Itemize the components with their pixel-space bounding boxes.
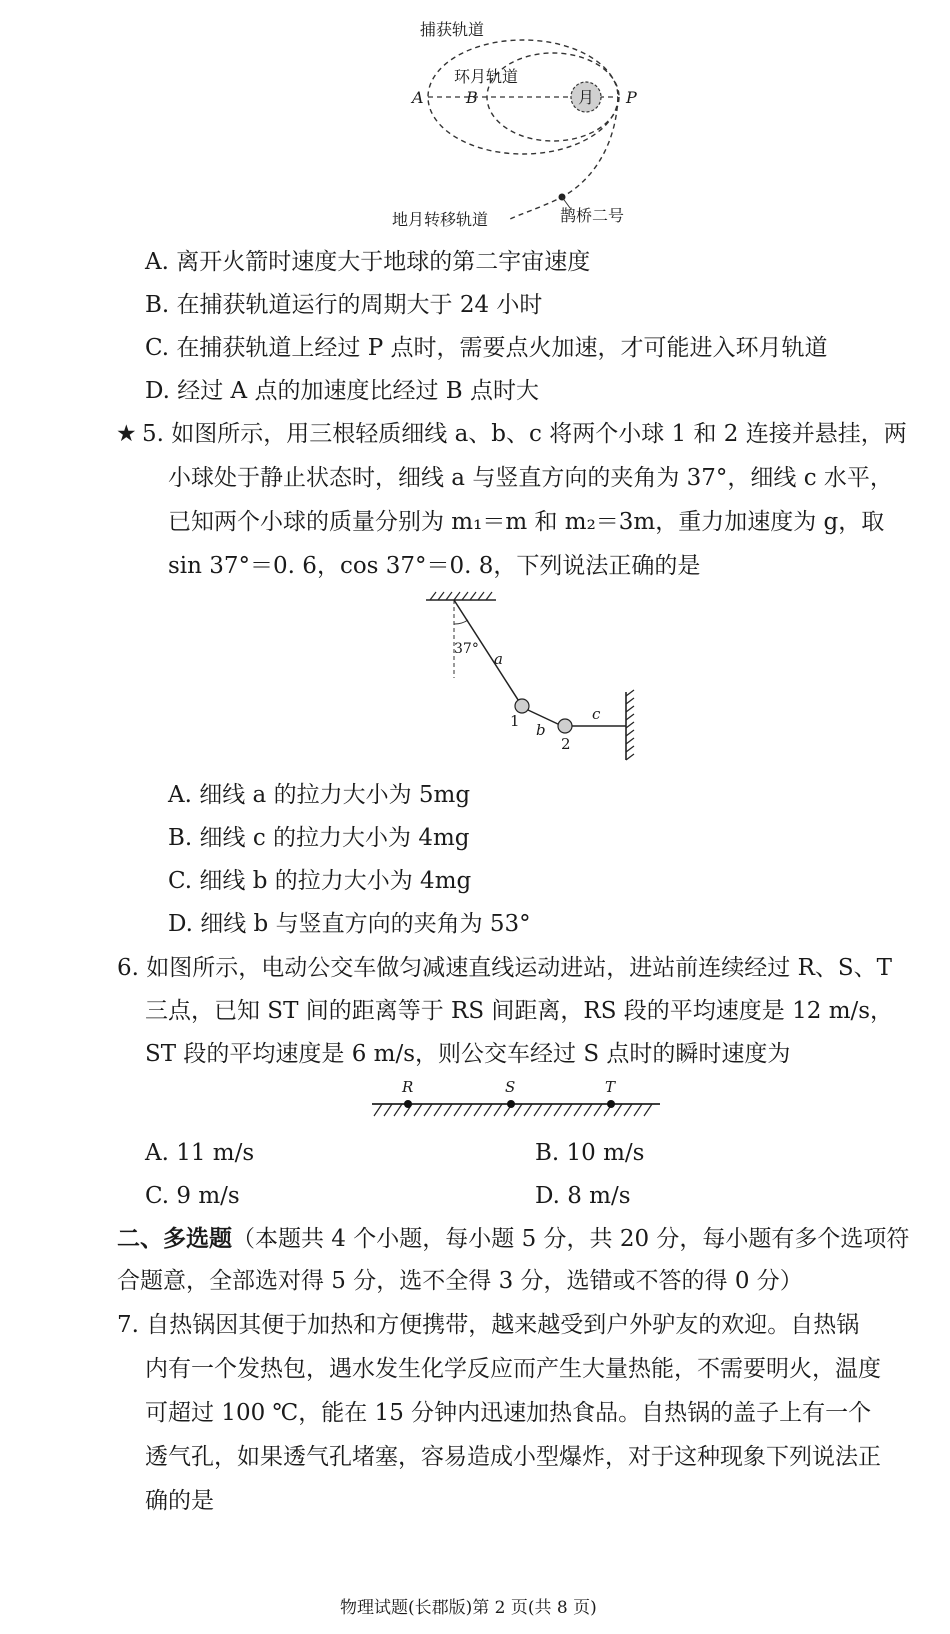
transfer-orbit-label: 地月转移轨道 bbox=[392, 210, 489, 229]
string-b-label: b bbox=[536, 721, 546, 739]
ball-2-label: 2 bbox=[561, 735, 571, 753]
q7-line-2: 内有一个发热包，遇水发生化学反应而产生大量热能，不需要明火，温度 bbox=[145, 1356, 881, 1382]
q4-option-d: D. 经过 A 点的加速度比经过 B 点时大 bbox=[145, 378, 539, 404]
page-footer: 物理试题(长郡版)第 2 页(共 8 页) bbox=[340, 1598, 597, 1618]
pendulum-diagram bbox=[418, 588, 648, 763]
string-a-label: a bbox=[494, 650, 503, 668]
q5-line-4: sin 37°＝0. 6，cos 37°＝0. 8，下列说法正确的是 bbox=[168, 553, 701, 579]
q5-line-2: 小球处于静止状态时，细线 a 与竖直方向的夹角为 37°，细线 c 水平， bbox=[168, 465, 893, 491]
string-c-label: c bbox=[592, 705, 601, 723]
q5-option-a: A. 细线 a 的拉力大小为 5mg bbox=[168, 782, 471, 808]
point-b-label: B bbox=[466, 88, 478, 107]
q5-line-3: 已知两个小球的质量分别为 m₁＝m 和 m₂＝3m，重力加速度为 g，取 bbox=[168, 509, 885, 535]
q7-line-4: 透气孔，如果透气孔堵塞，容易造成小型爆炸，对于这种现象下列说法正 bbox=[145, 1444, 881, 1470]
point-s bbox=[507, 1100, 515, 1108]
q5-star: ★ bbox=[116, 421, 137, 447]
ball-1-label: 1 bbox=[510, 712, 520, 730]
angle-arc bbox=[454, 620, 468, 624]
ball-2 bbox=[558, 719, 572, 733]
point-p-label: P bbox=[626, 88, 637, 107]
q7-line-3: 可超过 100 ℃，能在 15 分钟内迅速加热食品。自热锅的盖子上有一个 bbox=[145, 1400, 872, 1426]
road-diagram bbox=[368, 1076, 668, 1126]
q7-line-1: 7. 自热锅因其便于加热和方便携带，越来越受到户外驴友的欢迎。自热锅 bbox=[117, 1312, 860, 1338]
point-r-label: R bbox=[402, 1078, 414, 1096]
section2-heading: 二、多选题 bbox=[117, 1225, 232, 1252]
q4-option-c: C. 在捕获轨道上经过 P 点时，需要点火加速，才可能进入环月轨道 bbox=[145, 335, 828, 361]
q4-option-a: A. 离开火箭时速度大于地球的第二宇宙速度 bbox=[145, 249, 591, 275]
capture-orbit-label: 捕获轨道 bbox=[420, 20, 485, 39]
transfer-orbit bbox=[508, 97, 618, 220]
section2-line-1 bbox=[117, 1224, 909, 1254]
point-t bbox=[607, 1100, 615, 1108]
q6-option-b: B. 10 m/s bbox=[535, 1140, 645, 1166]
point-s-label: S bbox=[505, 1078, 516, 1096]
q4-option-b: B. 在捕获轨道运行的周期大于 24 小时 bbox=[145, 292, 543, 318]
q6-option-a: A. 11 m/s bbox=[145, 1140, 255, 1166]
q6-line-2: 三点，已知 ST 间的距离等于 RS 间距离，RS 段的平均速度是 12 m/s， bbox=[145, 998, 894, 1024]
q7-line-5: 确的是 bbox=[145, 1488, 214, 1514]
orbit-diagram bbox=[390, 8, 660, 238]
satellite-label: 鹊桥二号 bbox=[560, 206, 625, 225]
angle-label: 37° bbox=[454, 641, 479, 657]
point-t-label: T bbox=[605, 1078, 616, 1096]
ball-1 bbox=[515, 699, 529, 713]
q5-option-b: B. 细线 c 的拉力大小为 4mg bbox=[168, 825, 470, 851]
q6-option-c: C. 9 m/s bbox=[145, 1183, 240, 1209]
q5-line-1: 5. 如图所示，用三根轻质细线 a、b、c 将两个小球 1 和 2 连接并悬挂，两 bbox=[142, 421, 907, 447]
ceiling-hatch bbox=[430, 592, 492, 600]
section2-line-2: 合题意，全部选对得 5 分，选不全得 3 分，选错或不答的得 0 分） bbox=[117, 1268, 803, 1294]
q6-line-3: ST 段的平均速度是 6 m/s，则公交车经过 S 点时的瞬时速度为 bbox=[145, 1041, 791, 1067]
q6-line-1: 6. 如图所示，电动公交车做匀减速直线运动进站，进站前连续经过 R、S、T bbox=[117, 955, 892, 981]
point-r bbox=[404, 1100, 412, 1108]
q5-option-d: D. 细线 b 与竖直方向的夹角为 53° bbox=[168, 911, 531, 937]
section2-instructions: （本题共 4 个小题，每小题 5 分，共 20 分，每小题有多个选项符 bbox=[232, 1226, 910, 1252]
point-a-label: A bbox=[412, 88, 424, 107]
moon-label: 月 bbox=[578, 88, 595, 107]
wall-hatch bbox=[626, 690, 634, 760]
lunar-orbit-label: 环月轨道 bbox=[454, 67, 519, 86]
q6-option-d: D. 8 m/s bbox=[535, 1183, 631, 1209]
q5-option-c: C. 细线 b 的拉力大小为 4mg bbox=[168, 868, 472, 894]
